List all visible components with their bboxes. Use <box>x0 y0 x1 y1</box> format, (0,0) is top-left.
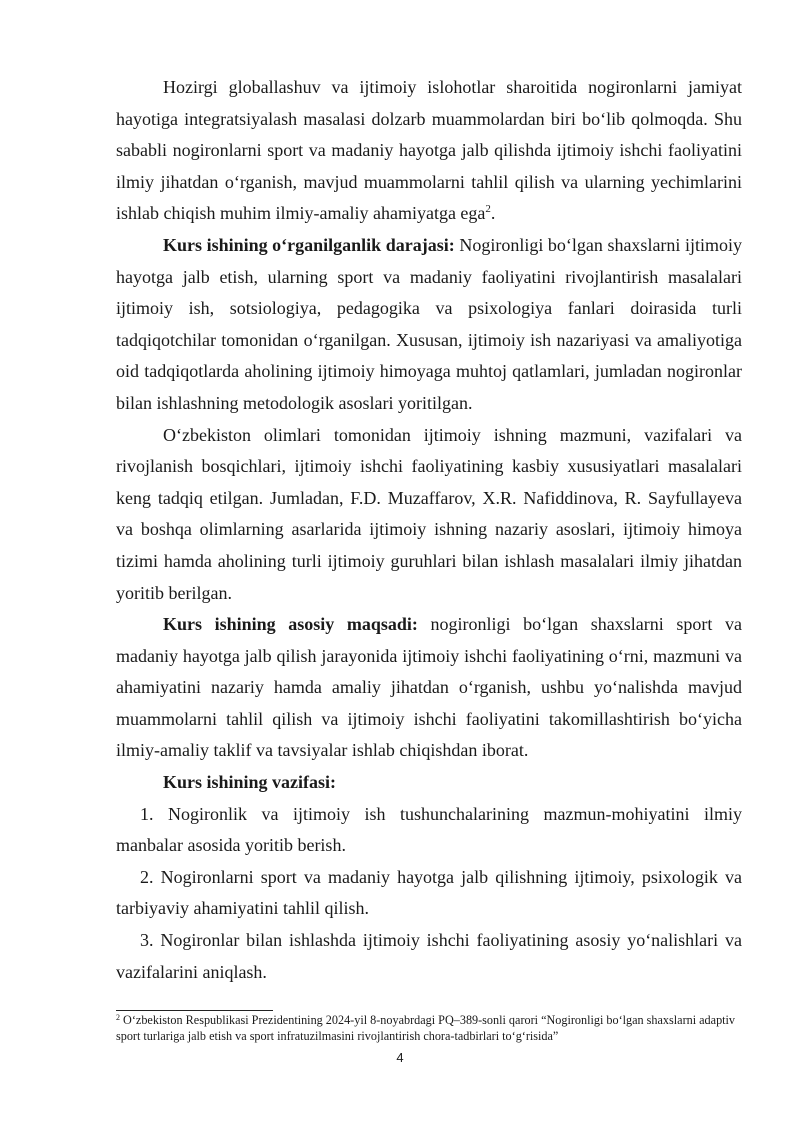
footnote-separator <box>116 1010 273 1011</box>
paragraph-intro-end: . <box>490 203 496 224</box>
paragraph-main-goal <box>116 609 742 767</box>
task-item-1: 1. Nogironlik va ijtimoiy ish tushunchalarining mazmun-mohiyatini ilmiy manbalar asosida yoritib berish. <box>116 803 742 856</box>
tasks-heading: Kurs ishining vazifasi: <box>163 772 337 793</box>
paragraph-intro <box>116 72 742 230</box>
main-goal-text: nogironligi bo‘lgan shaxslarni sport va madaniy hayotga jalb qilish jarayonida ijtimoiy ishchi faoliyatining o‘rni, mazmuni va ahamiyatini nazariy hamda amaliy jihatdan o‘rganish, ushbu yo‘nalishda mavjud muammolarni tahlil qilish va ijtimoiy ishchi faoliyatini takomillashtirish bo‘yicha ilmiy-amaliy taklif va tavsiyalar ishlab chiqishdan iborat. <box>116 614 742 761</box>
footnote-text: O‘zbekiston Respublikasi Prezidentining 2024-yil 8-noyabrdagi PQ–389-sonli qarori “Nogironligi bo‘lgan shaxslarni adaptiv sport turlariga jalb etish va sport infratuzilmasini rivojlantirish chora-tadbirlari to‘g‘risida” <box>116 1013 736 1043</box>
study-level-heading: Kurs ishining o‘rganilganlik darajasi: <box>163 234 455 255</box>
paragraph-tasks-heading <box>116 767 742 799</box>
paragraph-uzbek-scholars: O‘zbekiston olimlari tomonidan ijtimoiy ishning mazmuni, vazifalari va rivojlanish bosqichlari, ijtimoiy ishchi faoliyatining kasbiy xususiyatlari masalalari keng tadqiq etilgan. Jumladan, F.D. Muzaffarov, X.R. Nafiddinova, R. Sayfullayeva va boshqa olimlarning asarlarida ijtimoiy ishning nazariy asoslari, ijtimoiy himoya tizimi hamda aholining turli ijtimoiy guruhlari bilan ishlash masalalari ilmiy jihatdan yoritib berilgan. <box>116 424 742 603</box>
study-level-text: Nogironligi bo‘lgan shaxslarni ijtimoiy hayotga jalb etish, ularning sport va madaniy faoliyatini rivojlantirish masalalari ijtimoiy ish, sotsiologiya, pedagogika va psixologiya fanlari doirasida turli tadqiqotchilar tomonidan o‘rganilgan. Xususan, ijtimoiy ish nazariyasi va amaliyotiga oid tadqiqotlarda aholining ijtimoiy himoyaga muhtoj qatlamlari, jumladan nogironlar bilan ishlashning metodologik asoslari yoritilgan. <box>116 234 742 413</box>
task-item-2: 2. Nogironlarni sport va madaniy hayotga jalb qilishning ijtimoiy, psixologik va tarbiyaviy ahamiyatini tahlil qilish. <box>116 866 742 919</box>
page-number: 4 <box>396 1050 404 1065</box>
footnote-mark: 2 <box>116 1013 120 1022</box>
main-goal-heading: Kurs ishining asosiy maqsadi: <box>163 614 418 635</box>
paragraph-intro-text: Hozirgi globallashuv va ijtimoiy islohotlar sharoitida nogironlarni jamiyat hayotiga integratsiyalash masalasi dolzarb muammolardan biri bo‘lib qolmoqda. Shu sababli nogironlarni sport va madaniy hayotga jalb qilishda ijtimoiy ishchi faoliyatini ilmiy jihatdan o‘rganish, mavjud muammolarni tahlil qilish va ularning yechimlarini ishlab chiqish muhim ilmiy-amaliy ahamiyatga ega <box>116 77 742 224</box>
footnote <box>116 1013 742 1044</box>
footnote-reference[interactable]: 2 <box>485 203 491 216</box>
paragraph-study-level <box>116 230 742 420</box>
task-item-3: 3. Nogironlar bilan ishlashda ijtimoiy ishchi faoliyatining asosiy yo‘nalishlari va vazifalarini aniqlash. <box>116 930 742 982</box>
document-body <box>116 72 742 988</box>
